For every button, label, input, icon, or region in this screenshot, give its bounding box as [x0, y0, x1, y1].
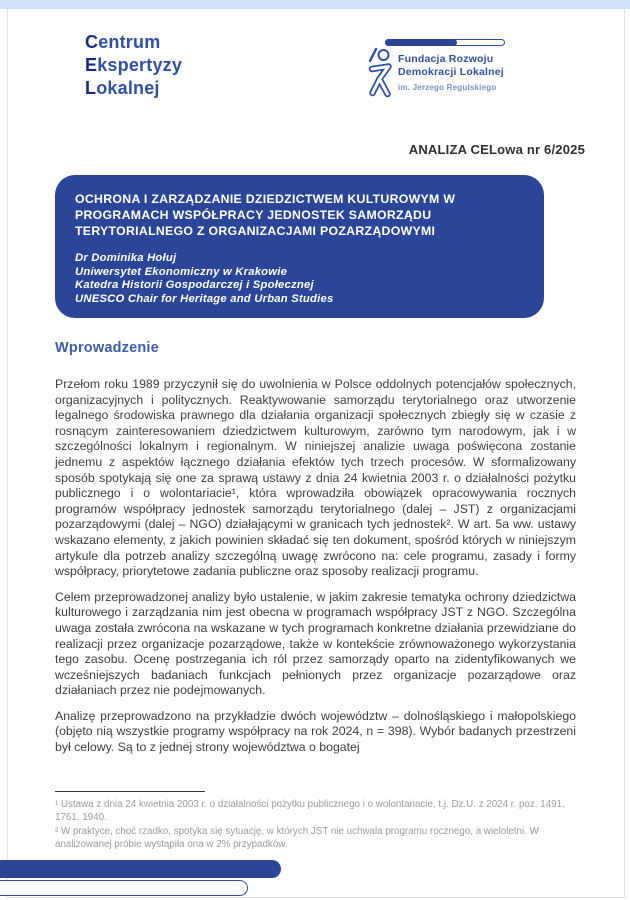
frdl-subtitle: im. Jerzego Regulskiego	[398, 83, 497, 92]
cel-logo	[85, 31, 182, 100]
author-affiliation: Katedra Historii Gospodarczej i Społecznej	[75, 279, 314, 291]
paper-title: OCHRONA I ZARZĄDZANIE DZIEDZICTWEM KULTUROWYM W PROGRAMACH WSPÓŁPRACY JEDNOSTEK SAMORZĄDU TERYTORIALNEGO Z ORGANIZACJAMI POZARZĄDOWYMI	[75, 192, 456, 238]
footnote-2: ² W praktyce, choć rzadko, spotyka się sytuację, w których JST nie uchwala programu rocznego, a wieloletni. W analizowanej próbie wystąpiła ona w 2% przypadków.	[55, 826, 539, 850]
cel-initial: E	[85, 55, 98, 75]
cel-logo-line	[85, 54, 182, 77]
analysis-number-label: ANALIZA CELowa nr 6/2025	[408, 142, 585, 157]
paragraph: Przełom roku 1989 przyczynił się do uwolnienia w Polsce oddolnych potencjałów społecznych, organizacyjnych i politycznych. Reaktywowanie samorządu terytorialnego oraz utworzenie legalnego środowiska prawnego dla działania organizacji społecznych zbiegły się w czasie z rosnącym zainteresowaniem dziedzictwem kulturowym, zarówno tym narodowym, jak i w szczególności lokalnym i regionalnym. W niniejszej analizie uwaga poświęcona zostanie jednemu z aspektów łącznego działania efektów tych trzech procesów. W sformalizowany sposób spotykają się one za sprawą ustawy z dnia 24 kwietnia 2003 r. o działalności pożytku publicznego i o wolontariacie¹, która wprowadziła obowiązek opracowywania rocznych programów współpracy jednostek samorządu terytorialnego (dalej – JST) z organizacjami pozarządowymi (dalej – NGO) działającymi w granicach tych jednostek². W art. 5a ww. ustawy wskazano elementy, z jakich powinien składać się ten dokument, spośród których w niniejszym artykule dla potrzeb analizy szczególną uwagę zwrócono na: cele programu, zasady i formy współpracy, priorytetowe zadania publiczne oraz sposoby realizacji programu.	[55, 377, 576, 579]
author-affiliation: Uniwersytet Ekonomiczny w Krakowie	[75, 265, 288, 278]
cel-logo-line	[85, 77, 182, 100]
frdl-name-line2: Demokracji Lokalnej	[398, 66, 504, 78]
cel-initial: L	[85, 78, 97, 98]
paragraph: Celem przeprowadzonej analizy było ustalenie, w jakim zakresie tematyka ochrony dziedzictwa kulturowego i zarządzania nim jest obecna w programach współpracy JST z NGO. Szczególna uwaga została zwrócona na wskazane w tych programach konkretne działania przewidziane do realizacji przez organizacje pozarządowe, także w kontekście zrównoważonego wykorzystania tego zasobu. Ocenę postrzegania ich ról przez samorządy oparto na zidentyfikowanych we wcześniejszych badaniach funkcjach pełnionych przez organizacje pozarządowe oraz działaniach przez nie podejmowanych.	[55, 589, 576, 698]
body-text	[55, 377, 576, 766]
author-affiliation: UNESCO Chair for Heritage and Urban Studies	[75, 292, 334, 305]
author-name: Dr Dominika Hołuj	[75, 252, 177, 264]
frdl-person-icon	[367, 47, 394, 103]
footnotes	[55, 799, 578, 853]
frdl-name-line1: Fundacja Rozwoju	[398, 53, 494, 65]
cel-rest: kspertyzy	[97, 55, 183, 75]
cel-rest: okalnej	[96, 78, 160, 98]
footnote-1: ¹ Ustawa z dnia 24 kwietnia 2003 r. o działalności pożytku publicznego i o wolontariacie, t.j. Dz.U. z 2024 r. poz. 1491, 1761, 1940.	[55, 799, 565, 823]
section-heading-wprowadzenie: Wprowadzenie	[55, 340, 159, 356]
cel-initial: C	[85, 32, 99, 52]
frdl-logo-bar	[385, 39, 505, 46]
frdl-logo-bar-fill	[385, 39, 457, 46]
author-block	[75, 252, 524, 306]
footnote-separator	[55, 791, 205, 792]
top-accent-bar	[0, 0, 630, 9]
bottom-decoration-filled-pill	[0, 860, 281, 878]
paragraph: Analizę przeprowadzono na przykładzie dwóch województw – dolnośląskiego i małopolskiego (objęto nią wszystkie programy współpracy na rok 2024, n = 398). Wybór badanych przestrzeni był celowy. Są to z jednej strony województwa o bogatej	[55, 708, 576, 755]
frdl-logo-text	[398, 53, 504, 92]
cel-logo-line	[85, 31, 182, 54]
cel-rest: entrum	[98, 32, 161, 52]
frdl-logo	[367, 36, 532, 106]
bottom-decoration-outline-pill	[0, 880, 248, 896]
title-box	[55, 175, 544, 318]
